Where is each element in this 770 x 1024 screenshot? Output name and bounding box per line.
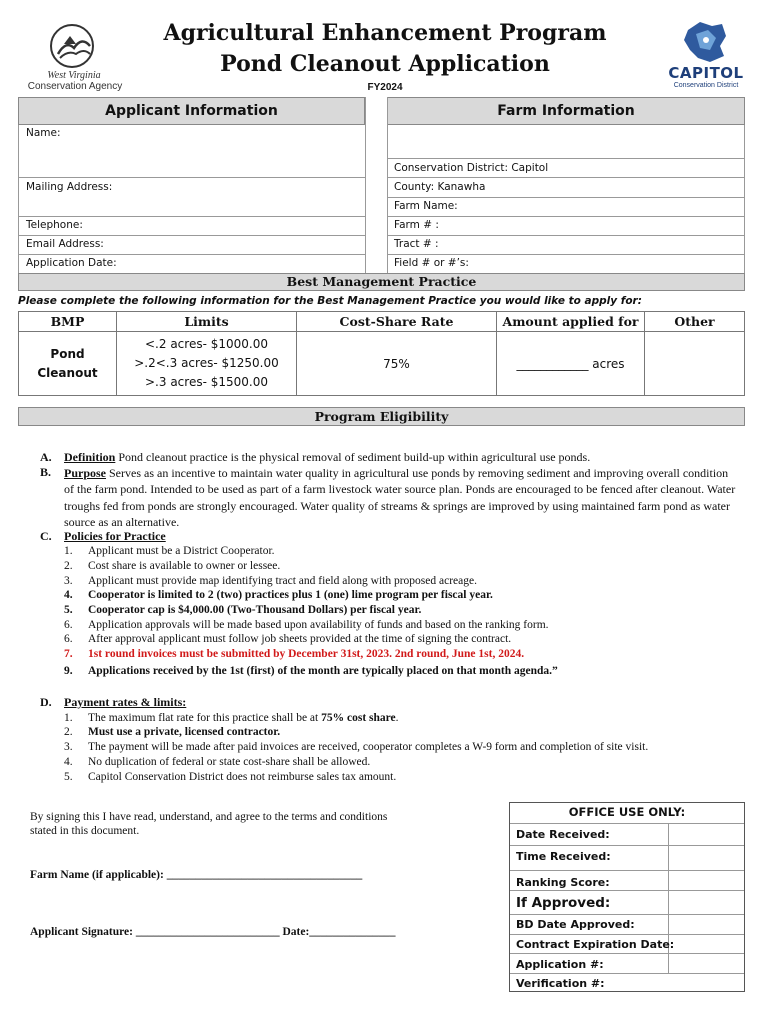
rate-cell: 75%: [297, 332, 497, 396]
definition-text: Pond cleanout practice is the physical removal of sediment build-up within agricultural use ponds.: [115, 450, 591, 464]
payment-heading: Payment rates & limits:: [64, 695, 187, 709]
capitol-district-logo: [666, 20, 746, 96]
application-number-label: Application #:: [516, 958, 604, 971]
tract-number-label: Tract # :: [394, 238, 439, 250]
bmp-name-line2: Cleanout: [37, 365, 98, 380]
farm-number-label: Farm # :: [394, 219, 439, 231]
agreement-line1: By signing this I have read, understand, and agree to the terms and conditions: [30, 811, 388, 823]
section-b-letter: B.: [40, 465, 52, 479]
bmp-name-line1: Pond: [50, 346, 85, 361]
col-other: Other: [645, 312, 745, 332]
application-date-label: Application Date:: [26, 257, 117, 269]
mailing-address-field[interactable]: [20, 194, 364, 214]
applicant-info-heading: Applicant Information: [18, 97, 365, 125]
section-definition: [40, 450, 740, 466]
contract-expiration-label: Contract Expiration Date:: [516, 938, 675, 951]
farm-name-signature-field[interactable]: Farm Name (if applicable): __________________________________: [30, 869, 363, 881]
section-policies: [40, 529, 740, 545]
limit-3: >.3 acres- $1500.00: [145, 375, 268, 389]
purpose-heading: Purpose: [64, 466, 106, 480]
logo-line2: Conservation Agency: [27, 81, 123, 92]
farm-info-heading: Farm Information: [387, 97, 745, 125]
verification-number-label: Verification #:: [516, 977, 605, 990]
bmp-instruction: Please complete the following information for the Best Management Practice you would like to apply for:: [18, 295, 642, 307]
agreement-text: [30, 810, 470, 838]
name-field[interactable]: [20, 140, 364, 174]
bmp-cell: [19, 332, 117, 396]
telephone-label: Telephone:: [26, 219, 83, 231]
bmp-heading: Best Management Practice: [18, 273, 745, 291]
table-row: [19, 332, 745, 396]
limit-1: <.2 acres- $1000.00: [145, 337, 268, 351]
page-title-line1: Agricultural Enhancement Program: [163, 20, 607, 46]
section-d-letter: D.: [40, 695, 52, 709]
bmp-table: [18, 311, 745, 396]
logo-line1: West Virginia: [47, 70, 101, 81]
county-label: County: Kanawha: [394, 181, 486, 193]
section-c-letter: C.: [40, 529, 52, 543]
policies-heading: Policies for Practice: [64, 529, 166, 543]
section-payment: [40, 695, 740, 711]
agency-seal-icon: [50, 24, 94, 68]
purpose-text: Serves as an incentive to maintain water quality in agricultural use ponds by removing sediment and improving overall condition of the farm pond. Intended to be used as part of a farm livestock water source plan. Ponds are encouraged to be fenced after cleanout. Water troughs fed from ponds are strongly encouraged. Water quality of streams & springs are improved by using maintained farm pond as water source as an alternative.: [64, 466, 736, 529]
section-purpose: [40, 465, 740, 529]
limit-2: >.2<.3 acres- $1250.00: [134, 356, 279, 370]
applicant-signature-field[interactable]: Applicant Signature: _________________________ Date:_______________: [30, 926, 396, 938]
logo-conservation-district: Conservation District: [673, 82, 739, 89]
col-bmp: BMP: [19, 312, 117, 332]
name-label: Name:: [26, 127, 61, 139]
field-number-label: Field # or #’s:: [394, 257, 469, 269]
amount-field[interactable]: ____________ acres: [497, 332, 645, 396]
if-approved-label: If Approved:: [516, 895, 611, 911]
email-label: Email Address:: [26, 238, 104, 250]
col-limits: Limits: [117, 312, 297, 332]
limits-cell: [117, 332, 297, 396]
mailing-address-label: Mailing Address:: [26, 181, 113, 193]
col-cost-share: Cost-Share Rate: [297, 312, 497, 332]
col-amount: Amount applied for: [497, 312, 645, 332]
wv-conservation-agency-logo: [14, 20, 129, 92]
eligibility-heading: Program Eligibility: [18, 407, 745, 426]
office-use-heading: OFFICE USE ONLY:: [568, 805, 686, 819]
farm-name-label: Farm Name:: [394, 200, 458, 212]
definition-heading: Definition: [64, 450, 116, 464]
county-map-icon: [682, 20, 730, 64]
bd-date-approved-label: BD Date Approved:: [516, 918, 635, 931]
agreement-line2: stated in this document.: [30, 825, 140, 837]
time-received-label: Time Received:: [516, 850, 611, 863]
date-received-label: Date Received:: [516, 828, 610, 841]
conservation-district-label: Conservation District: Capitol: [394, 162, 549, 174]
office-use-box: [509, 802, 745, 992]
logo-capitol: CAPITOL: [668, 64, 744, 82]
page-title-line2: Pond Cleanout Application: [220, 51, 550, 77]
ranking-score-label: Ranking Score:: [516, 876, 610, 889]
section-a-letter: A.: [40, 450, 52, 464]
fiscal-year: FY2024: [367, 82, 403, 93]
other-field[interactable]: [645, 332, 745, 396]
